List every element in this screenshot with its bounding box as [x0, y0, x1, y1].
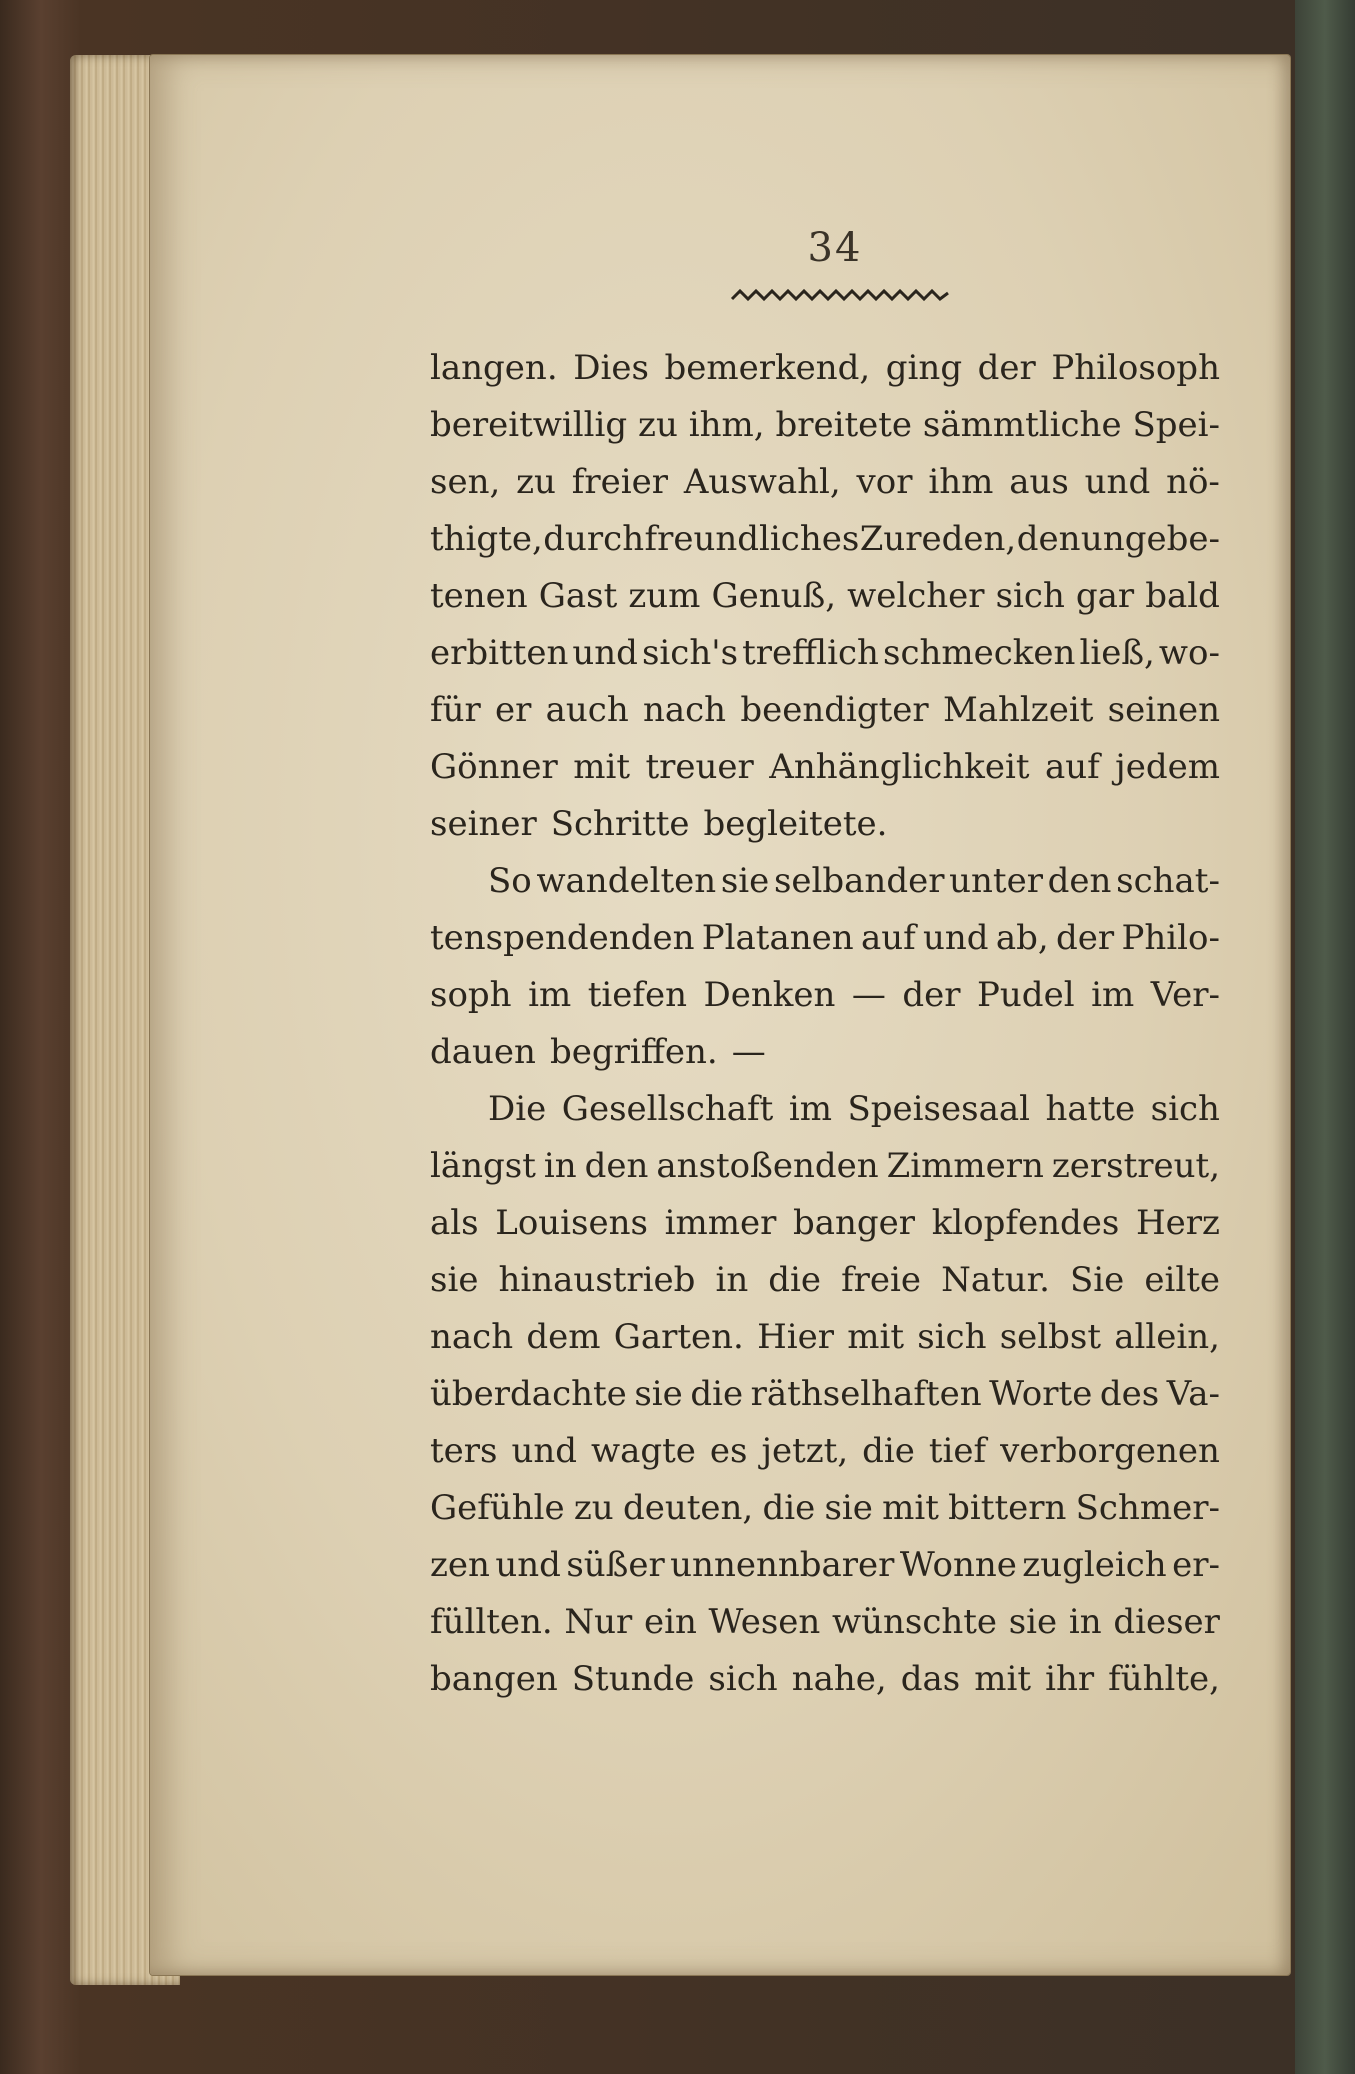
word: Gesellschaft — [561, 1089, 774, 1129]
word: dieser — [1113, 1602, 1220, 1642]
word: Gefühle — [430, 1488, 565, 1528]
word: füllten. — [430, 1602, 553, 1642]
word: begriffen. — [549, 1032, 718, 1072]
word: selbander — [773, 861, 945, 901]
word: klopfendes — [931, 1203, 1120, 1243]
word: Die — [488, 1089, 547, 1129]
word: zum — [628, 576, 701, 616]
word: wagte — [591, 1431, 696, 1471]
word: bittern — [948, 1488, 1067, 1528]
word: süßer — [566, 1545, 665, 1585]
word: unter — [949, 861, 1043, 901]
word: die — [768, 1260, 822, 1300]
word: zu — [516, 462, 556, 502]
word: freundliches — [644, 519, 860, 559]
text-line — [430, 1366, 1220, 1423]
word: Auswahl, — [683, 462, 841, 502]
word: den — [1016, 519, 1081, 559]
word: Va- — [1166, 1374, 1220, 1414]
word: sich — [708, 1659, 778, 1699]
text-line — [430, 682, 1220, 739]
word: auf — [1044, 747, 1100, 787]
word: Gönner — [430, 747, 558, 787]
word: tenen — [430, 576, 528, 616]
word: beendigter — [740, 690, 929, 730]
word: sie — [720, 861, 770, 901]
word: den — [584, 1146, 649, 1186]
word: auf — [860, 918, 916, 958]
text-line — [430, 1651, 1220, 1708]
word: Natur. — [941, 1260, 1050, 1300]
word: ihr — [1045, 1659, 1095, 1699]
book-cover-edge — [1295, 0, 1355, 2074]
word: mit — [882, 1488, 939, 1528]
word: der — [1056, 918, 1115, 958]
word: ters — [430, 1431, 498, 1471]
word: im — [528, 975, 572, 1015]
word: die — [862, 1431, 915, 1471]
text-line — [430, 739, 1220, 796]
word: ungebe- — [1080, 519, 1220, 559]
word: Denken — [703, 975, 836, 1015]
word: immer — [664, 1203, 777, 1243]
text-line — [430, 511, 1220, 568]
word: und — [572, 633, 638, 673]
word: hatte — [1045, 1089, 1136, 1129]
word: breitete — [775, 405, 913, 445]
word: selbst — [999, 1317, 1102, 1357]
word: freie — [841, 1260, 922, 1300]
word: sich — [1150, 1089, 1220, 1129]
word: Schritte — [550, 804, 690, 844]
word: Genuß, — [711, 576, 837, 616]
word: fühlte, — [1108, 1659, 1220, 1699]
word: Zureden, — [859, 519, 1017, 559]
word: schmecken — [883, 633, 1076, 673]
word: nach — [430, 1317, 514, 1357]
word: bald — [1145, 576, 1220, 616]
word: Hier — [757, 1317, 834, 1357]
word: nach — [642, 690, 727, 730]
word: er — [494, 690, 532, 730]
word: in — [543, 1146, 577, 1186]
word: dauen — [430, 1032, 536, 1072]
word: wandelten — [536, 861, 717, 901]
word: längst — [430, 1146, 536, 1186]
word: ließ, — [1079, 633, 1155, 673]
word: und — [923, 918, 989, 958]
word: tiefen — [587, 975, 687, 1015]
word: erbitten — [430, 633, 569, 673]
word: für — [430, 690, 481, 730]
word: sich — [995, 576, 1065, 616]
word: jetzt, — [761, 1431, 849, 1471]
word: Philosoph — [1051, 348, 1220, 388]
word: Ver- — [1150, 975, 1220, 1015]
word: zu — [573, 1488, 614, 1528]
word: freier — [571, 462, 668, 502]
word: So — [488, 861, 532, 901]
text-line — [430, 1081, 1220, 1138]
word: in — [1068, 1602, 1102, 1642]
word: treuer — [645, 747, 754, 787]
word: durch — [543, 519, 645, 559]
text-line — [430, 1537, 1220, 1594]
word: sen, — [430, 462, 501, 502]
word: räthselhaften — [750, 1374, 982, 1414]
word: soph — [430, 975, 512, 1015]
word: auch — [545, 690, 629, 730]
word: sie — [1008, 1602, 1058, 1642]
word: die — [690, 1374, 744, 1414]
word: und — [511, 1431, 578, 1471]
word: Schmer- — [1075, 1488, 1220, 1528]
word: sie — [634, 1374, 683, 1414]
word: ihm, — [688, 405, 765, 445]
word: seiner — [430, 804, 537, 844]
word: sie — [824, 1488, 873, 1528]
word: Platanen — [701, 918, 854, 958]
word: Stunde — [571, 1659, 695, 1699]
word: die — [762, 1488, 816, 1528]
word: gar — [1075, 576, 1135, 616]
text-line — [430, 796, 1220, 853]
word: Wesen — [708, 1602, 821, 1642]
word: und — [495, 1545, 561, 1585]
word: der — [977, 348, 1036, 388]
word: als — [430, 1203, 479, 1243]
word: hinaustrieb — [498, 1260, 696, 1300]
word: jedem — [1115, 747, 1220, 787]
word: Herz — [1136, 1203, 1220, 1243]
text-line — [430, 1480, 1220, 1537]
word: ein — [643, 1602, 697, 1642]
word: vor — [856, 462, 913, 502]
page-number: 34 — [807, 225, 863, 271]
text-line — [430, 625, 1220, 682]
word: des — [1099, 1374, 1160, 1414]
word: und — [1084, 462, 1151, 502]
text-line — [430, 397, 1220, 454]
word: begleitete. — [703, 804, 888, 844]
word: — — [851, 975, 886, 1015]
word: Mahlzeit — [942, 690, 1094, 730]
word: der — [902, 975, 961, 1015]
word: zugleich — [1022, 1545, 1167, 1585]
word: welcher — [847, 576, 985, 616]
word: bangen — [430, 1659, 558, 1699]
word: sie — [430, 1260, 479, 1300]
word: sich's — [641, 633, 739, 673]
word: mit — [847, 1317, 904, 1357]
word: nahe, — [791, 1659, 887, 1699]
text-line — [430, 454, 1220, 511]
word: wünschte — [831, 1602, 998, 1642]
word: thigte, — [430, 519, 543, 559]
word: bemerkend, — [664, 348, 871, 388]
word: Spei- — [1132, 405, 1220, 445]
word: Dies — [573, 348, 649, 388]
word: Louisens — [495, 1203, 648, 1243]
word: anstoßenden — [656, 1146, 879, 1186]
word: mit — [573, 747, 631, 787]
word: allein, — [1114, 1317, 1220, 1357]
text-line — [430, 910, 1220, 967]
word: zen — [430, 1545, 490, 1585]
text-line — [430, 1024, 1220, 1081]
text-line — [430, 568, 1220, 625]
word: dem — [526, 1317, 601, 1357]
word: in — [715, 1260, 749, 1300]
text-line — [430, 1309, 1220, 1366]
text-line — [430, 1138, 1220, 1195]
word: überdachte — [430, 1374, 627, 1414]
word: unnennbarer — [670, 1545, 895, 1585]
text-line — [430, 340, 1220, 397]
word: Nur — [564, 1602, 633, 1642]
word: — — [731, 1032, 766, 1072]
word: Gast — [538, 576, 618, 616]
word: tief — [928, 1431, 987, 1471]
word: seinen — [1107, 690, 1220, 730]
word: deuten, — [622, 1488, 754, 1528]
word: Philo- — [1121, 918, 1220, 958]
word: tenspendenden — [430, 918, 695, 958]
word: Anhänglichkeit — [769, 747, 1030, 787]
word: Speisesaal — [847, 1089, 1030, 1129]
word: Garten. — [613, 1317, 744, 1357]
word: trefflich — [742, 633, 879, 673]
word: zu — [638, 405, 678, 445]
word: eilte — [1144, 1260, 1220, 1300]
word: er- — [1172, 1545, 1220, 1585]
word: verborgenen — [1000, 1431, 1220, 1471]
word: langen. — [430, 348, 558, 388]
word: ging — [885, 348, 963, 388]
body-text — [430, 340, 1220, 1708]
word: wo- — [1158, 633, 1220, 673]
wavy-rule-ornament — [730, 285, 950, 307]
word: Zimmern — [886, 1146, 1044, 1186]
word: Wonne — [899, 1545, 1017, 1585]
word: Pudel — [977, 975, 1075, 1015]
word: ihm — [928, 462, 994, 502]
word: Sie — [1070, 1260, 1125, 1300]
word: den — [1047, 861, 1112, 901]
text-line — [430, 967, 1220, 1024]
text-line — [430, 1594, 1220, 1651]
text-line — [430, 1252, 1220, 1309]
word: schat- — [1116, 861, 1220, 901]
word: sich — [917, 1317, 987, 1357]
word: nö- — [1166, 462, 1220, 502]
text-line — [430, 1195, 1220, 1252]
word: das — [900, 1659, 961, 1699]
word: im — [788, 1089, 832, 1129]
word: Worte — [989, 1374, 1093, 1414]
word: mit — [974, 1659, 1032, 1699]
word: sämmtliche — [922, 405, 1122, 445]
word: bereitwillig — [430, 405, 628, 445]
word: es — [709, 1431, 748, 1471]
text-line — [430, 1423, 1220, 1480]
word: banger — [792, 1203, 916, 1243]
word: im — [1091, 975, 1135, 1015]
text-line — [430, 853, 1220, 910]
word: ab, — [995, 918, 1049, 958]
word: aus — [1009, 462, 1069, 502]
word: zerstreut, — [1051, 1146, 1220, 1186]
